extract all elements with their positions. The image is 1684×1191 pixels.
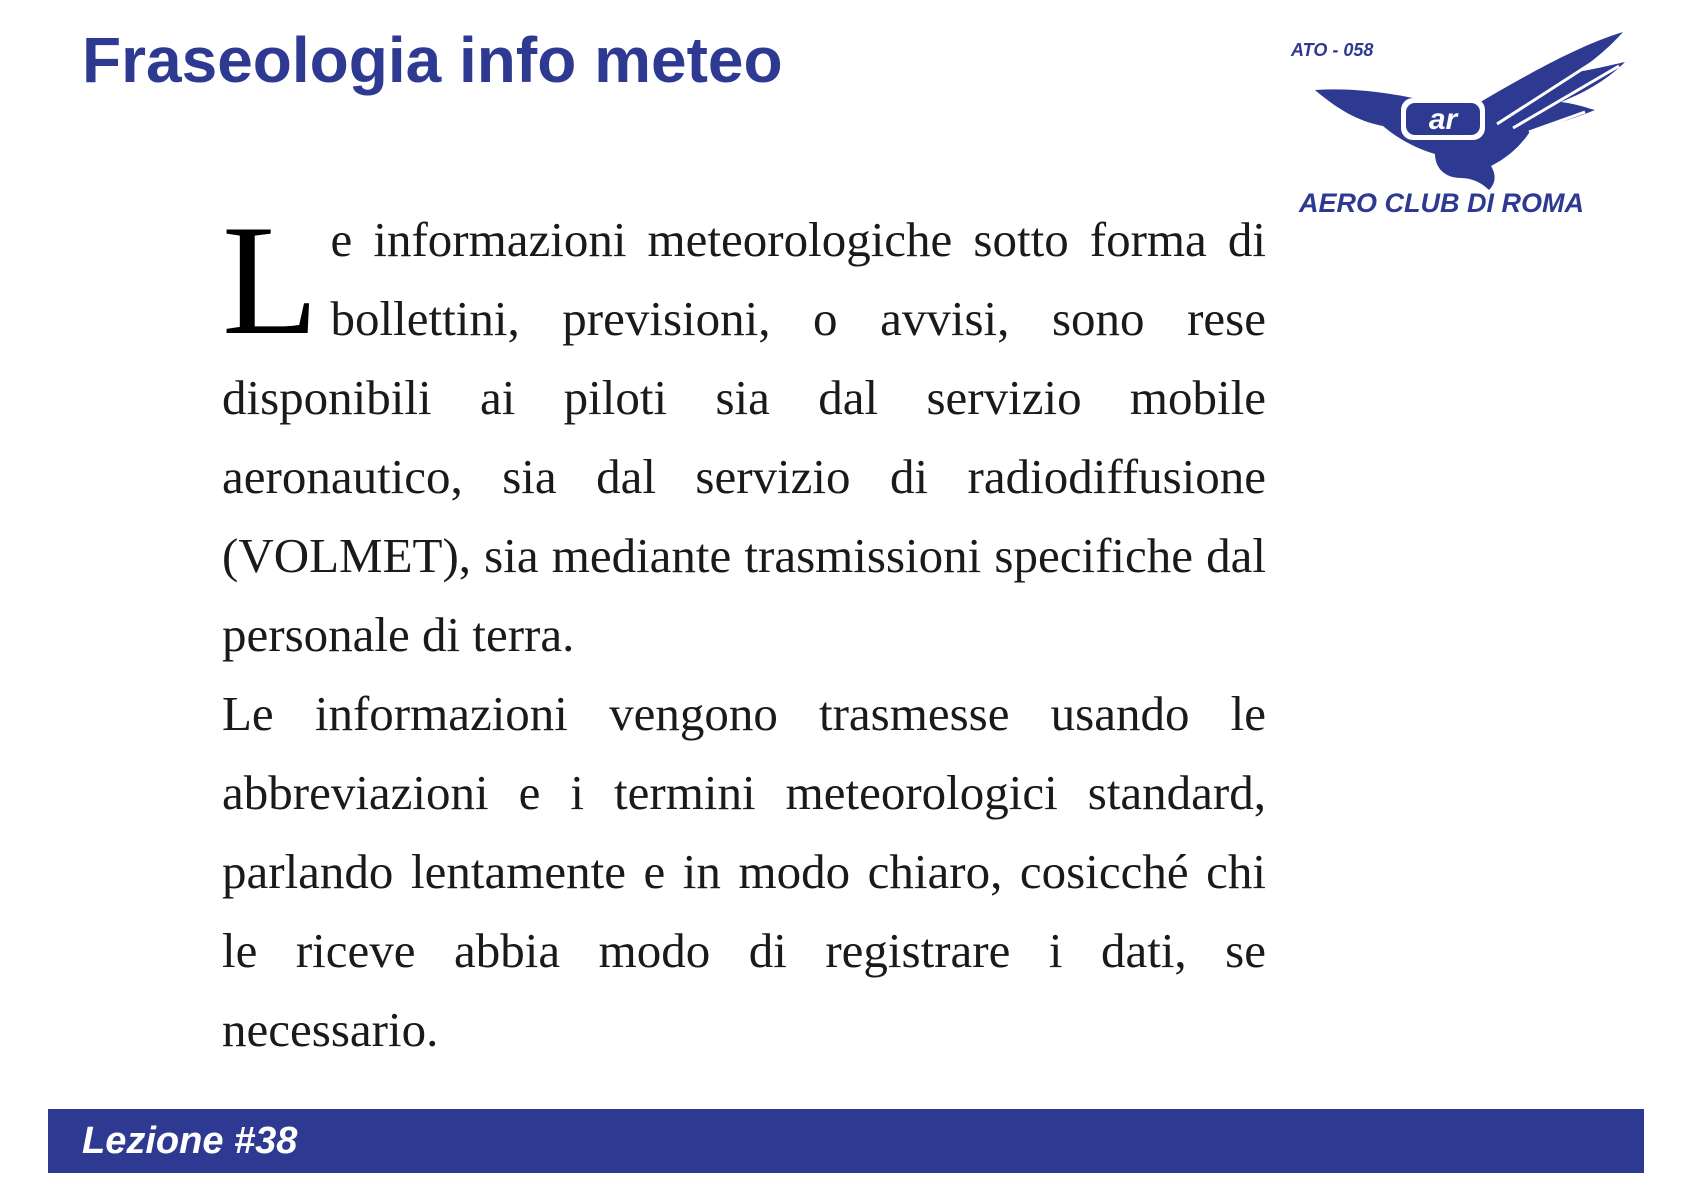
drop-cap: L (222, 193, 319, 368)
eagle-icon (1285, 28, 1637, 228)
body-text (222, 193, 1266, 1069)
paragraph-1 (222, 193, 1266, 674)
footer-bar (48, 1109, 1644, 1173)
svg-text:AERO CLUB DI ROMA: AERO CLUB DI ROMA (1299, 188, 1584, 218)
club-logo (1285, 28, 1637, 228)
svg-text:ar: ar (1428, 103, 1458, 136)
svg-text:ATO - 058: ATO - 058 (1291, 40, 1374, 60)
page-title: Fraseologia info meteo (82, 24, 783, 96)
lesson-label: Lezione #38 (82, 1120, 298, 1162)
paragraph-1-text: e informazioni meteorologiche sotto forma di bollettini, previsioni, o avvisi, sono rese disponibili ai piloti sia dal servizio mobile aeronautico, sia dal servizio di radiodiffusione (VOLMET), sia mediante trasmissioni specifiche dal personale di terra. (222, 212, 1266, 662)
paragraph-2: Le informazioni vengono trasmesse usando le abbreviazioni e i termini meteorologici standard, parlando lentamente e in modo chiaro, cosicché chi le riceve abbia modo di registrare i dati, se necessario. (222, 686, 1266, 1057)
